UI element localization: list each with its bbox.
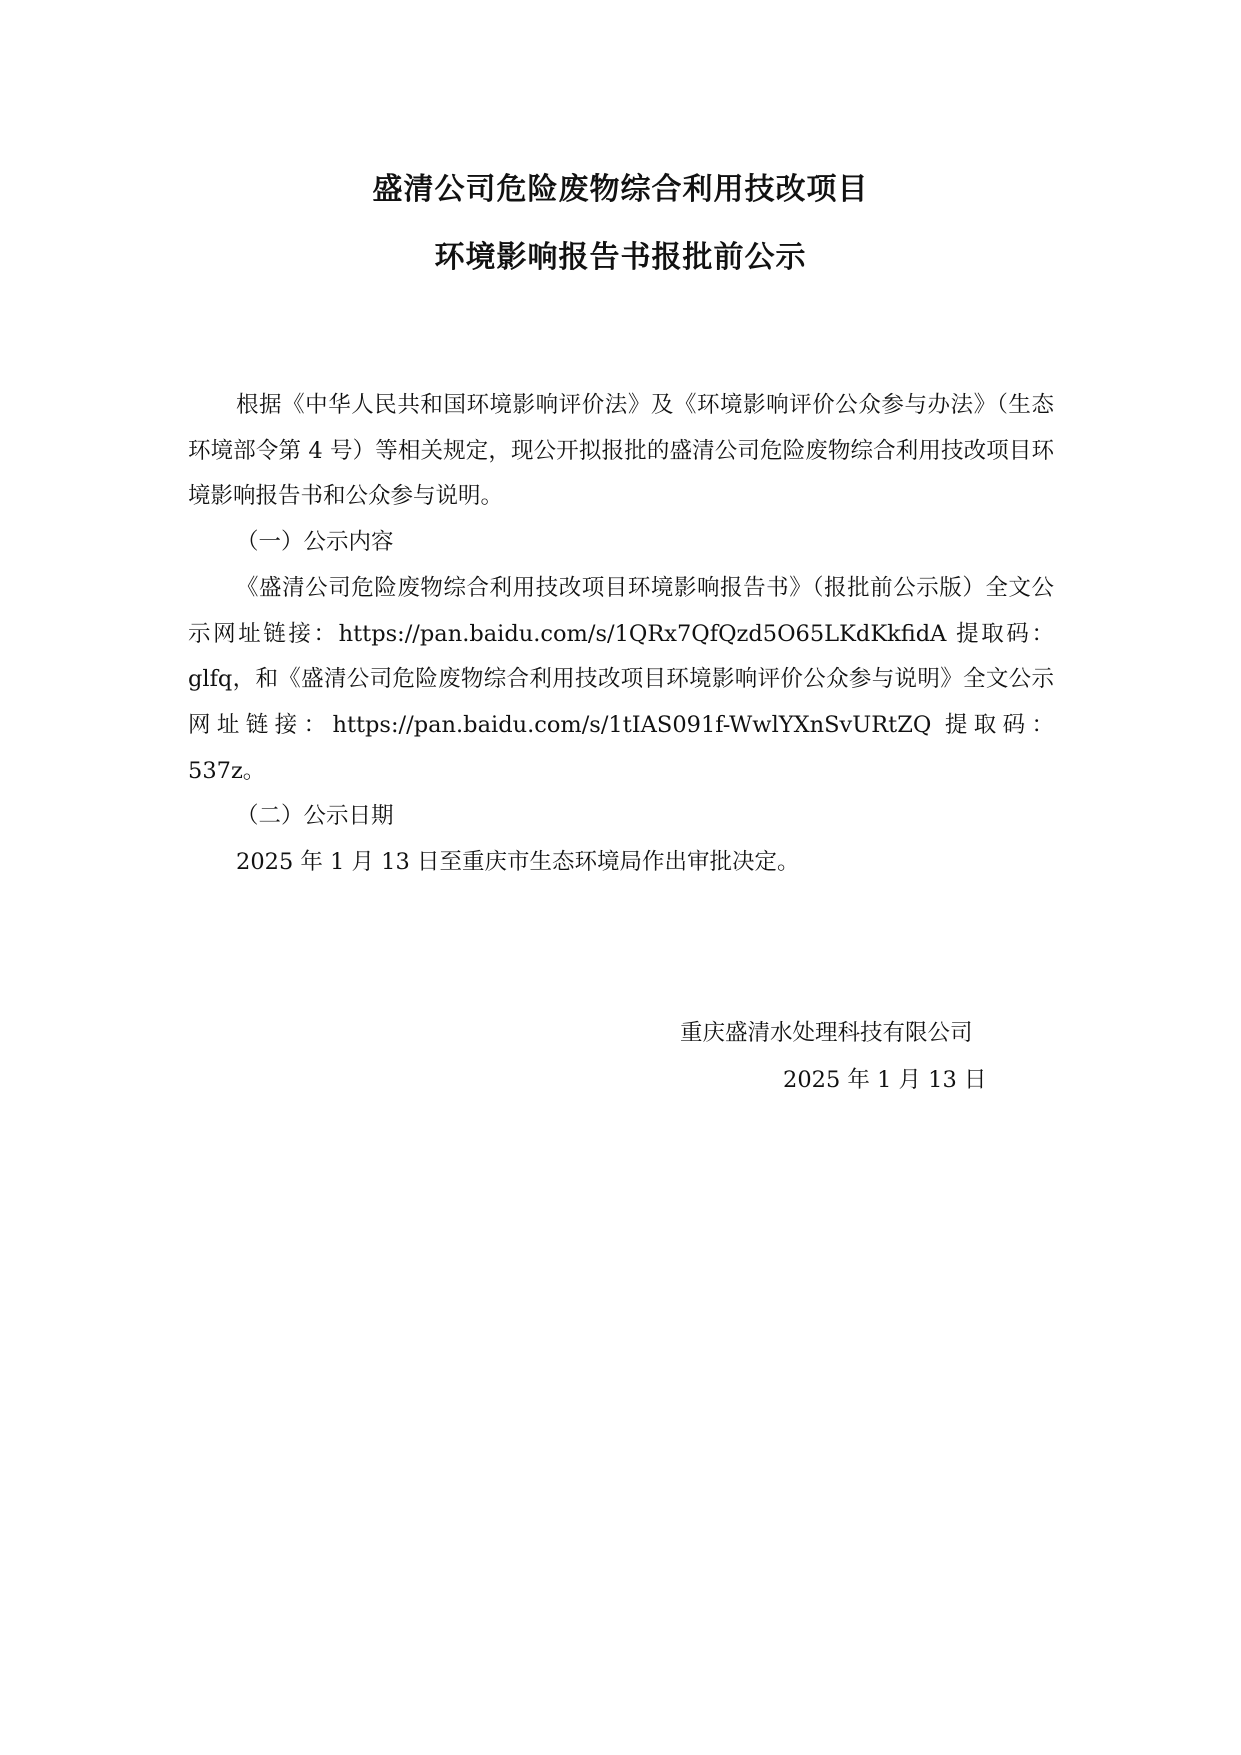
section2-heading: （二）公示日期 <box>236 803 394 830</box>
document-title-line1: 盛清公司危险废物综合利用技改项目 <box>372 172 869 207</box>
signature-company: 重庆盛清水处理科技有限公司 <box>680 1020 973 1046</box>
document-body <box>188 383 1054 886</box>
section1-paragraph: 《盛清公司危险废物综合利用技改项目环境影响报告书》（报批前公示版）全文公示网址链接：https://pan.baidu.com/s/1QRx7QfQzd5O65LKdKkfidA 提取码：glfq，和《盛清公司危险废物综合利用技改项目环境影响评价公众参与说明》全文公示网址链接：https://pan.baidu.com/s/1tIAS091f-WwlYXnSvURtZQ 提取码：537z。 <box>188 574 1054 784</box>
section2-paragraph: 2025 年 1 月 13 日至重庆市生态环境局作出审批决定。 <box>236 849 800 876</box>
document-title-line2: 环境影响报告书报批前公示 <box>434 240 807 275</box>
intro-paragraph: 根据《中华人民共和国环境影响评价法》及《环境影响评价公众参与办法》（生态环境部令第 4 号）等相关规定，现公开拟报批的盛清公司危险废物综合利用技改项目环境影响报告书和公众参与说明。 <box>188 392 1054 510</box>
signature-date: 2025 年 1 月 13 日 <box>783 1067 987 1093</box>
section1-heading: （一）公示内容 <box>236 529 394 556</box>
